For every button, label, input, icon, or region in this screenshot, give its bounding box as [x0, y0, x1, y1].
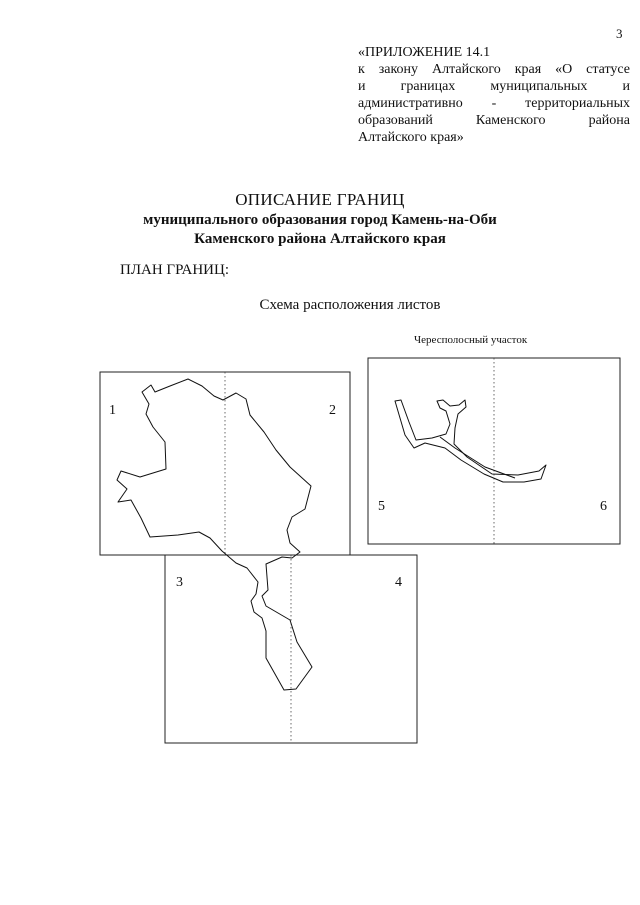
municipal-boundary — [117, 379, 312, 690]
appendix-line: к закону Алтайского края «О статусе — [358, 62, 630, 77]
appendix-line: «ПРИЛОЖЕНИЕ 14.1 — [358, 45, 491, 60]
appendix-line: Алтайского края» — [358, 130, 464, 145]
detached-parcel-caption: Чересполосный участок — [414, 334, 528, 346]
sheet-number-2: 2 — [329, 403, 336, 418]
sheet-number-1: 1 — [109, 403, 116, 418]
document-title: ОПИСАНИЕ ГРАНИЦ — [235, 190, 405, 209]
sheet-number-4: 4 — [395, 575, 402, 590]
sheet-number-5: 5 — [378, 499, 385, 514]
document-subtitle: муниципального образования город Камень-на-Оби — [143, 212, 497, 228]
document-subtitle: Каменского района Алтайского края — [194, 231, 446, 247]
sheet-number-6: 6 — [600, 499, 607, 514]
appendix-line: и границах муниципальных и — [358, 79, 630, 94]
plan-label: ПЛАН ГРАНИЦ: — [120, 262, 230, 278]
detached-parcel-boundary — [395, 400, 546, 482]
detached-parcel-channel — [440, 437, 515, 478]
page-number: 3 — [616, 26, 623, 41]
appendix-line: образований Каменского района — [358, 113, 630, 128]
scheme-title: Схема расположения листов — [259, 297, 441, 313]
appendix-line: административно - территориальных — [358, 96, 630, 111]
sheet-number-3: 3 — [176, 575, 183, 590]
